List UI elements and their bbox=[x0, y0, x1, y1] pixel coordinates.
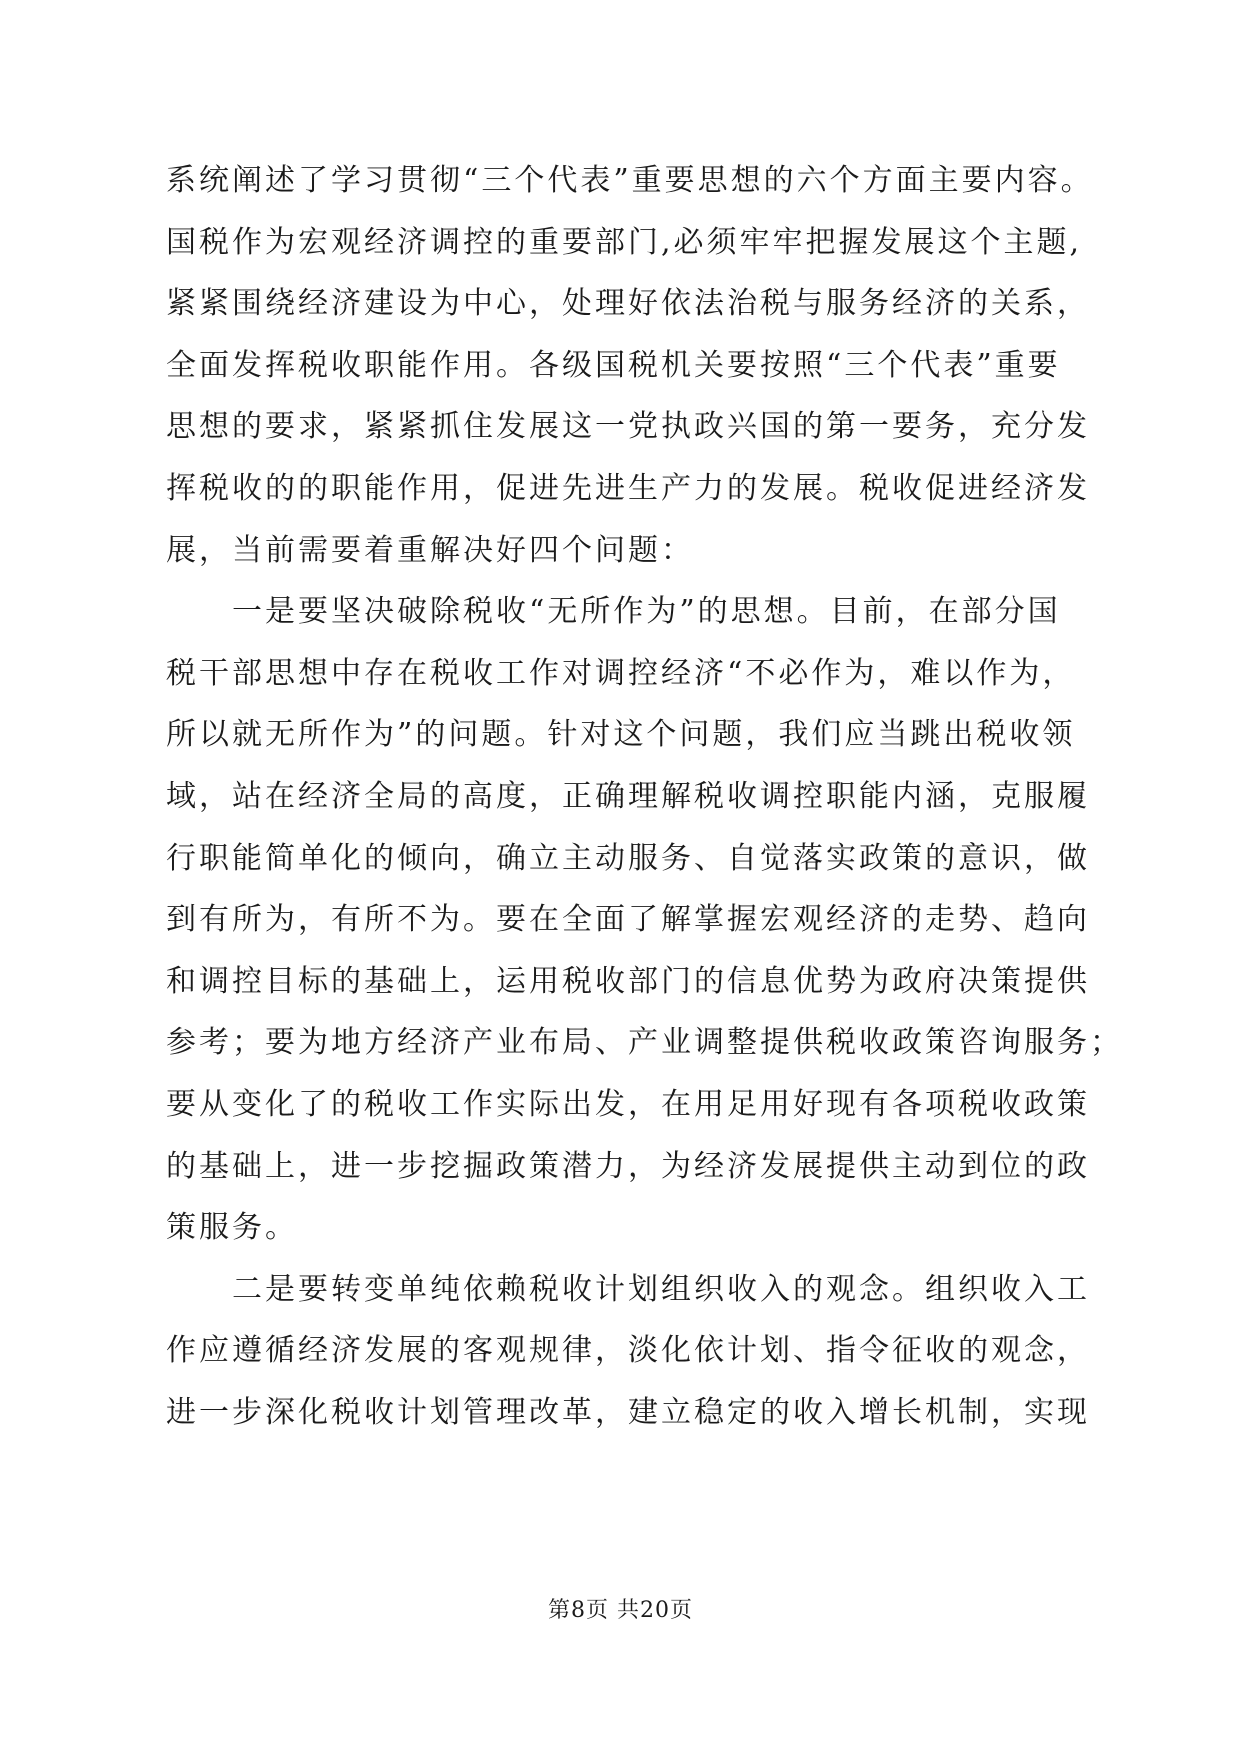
text-line: 系统阐述了学习贯彻“三个代表”重要思想的六个方面主要内容。 bbox=[166, 163, 1094, 198]
page-footer: 第8页 共20页 bbox=[548, 1598, 693, 1623]
text-line: 作应遵循经济发展的客观规律，淡化依计划、指令征收的观念， bbox=[166, 1333, 1090, 1369]
text-line: 税干部思想中存在税收工作对调控经济“不必作为，难以作为， bbox=[166, 655, 1076, 691]
text-line: 行职能简单化的倾向，确立主动服务、自觉落实政策的意识，做 bbox=[166, 840, 1090, 876]
text-line: 和调控目标的基础上，运用税收部门的信息优势为政府决策提供 bbox=[166, 963, 1090, 999]
text-line: 思想的要求，紧紧抓住发展这一党执政兴国的第一要务，充分发 bbox=[166, 409, 1090, 445]
text-line: 二是要转变单纯依赖税收计划组织收入的观念。组织收入工 bbox=[166, 1271, 1090, 1307]
text-line: 全面发挥税收职能作用。各级国税机关要按照“三个代表”重要 bbox=[166, 347, 1061, 383]
text-line: 展，当前需要着重解决好四个问题： bbox=[166, 532, 694, 568]
text-line: 国税作为宏观经济调控的重要部门,必须牢牢把握发展这个主题, bbox=[166, 224, 1083, 260]
text-line: 一是要坚决破除税收“无所作为”的思想。目前，在部分国 bbox=[166, 594, 1061, 630]
text-line: 参考；要为地方经济产业布局、产业调整提供税收政策咨询服务； bbox=[166, 1025, 1123, 1061]
text-line: 域，站在经济全局的高度，正确理解税收调控职能内涵，克服履 bbox=[166, 778, 1090, 814]
text-line: 要从变化了的税收工作实际出发，在用足用好现有各项税收政策 bbox=[166, 1086, 1090, 1122]
text-line: 到有所为，有所不为。要在全面了解掌握宏观经济的走势、趋向 bbox=[166, 902, 1090, 938]
text-line: 挥税收的的职能作用，促进先进生产力的发展。税收促进经济发 bbox=[166, 470, 1090, 506]
text-line: 进一步深化税收计划管理改革，建立稳定的收入增长机制，实现 bbox=[166, 1394, 1090, 1430]
text-line: 的基础上，进一步挖掘政策潜力，为经济发展提供主动到位的政 bbox=[166, 1148, 1090, 1184]
body-text bbox=[166, 150, 1126, 1443]
text-line: 所以就无所作为”的问题。针对这个问题，我们应当跳出税收领 bbox=[166, 717, 1076, 753]
text-line: 策服务。 bbox=[166, 1210, 298, 1246]
text-line: 紧紧围绕经济建设为中心，处理好依法治税与服务经济的关系， bbox=[166, 286, 1090, 322]
